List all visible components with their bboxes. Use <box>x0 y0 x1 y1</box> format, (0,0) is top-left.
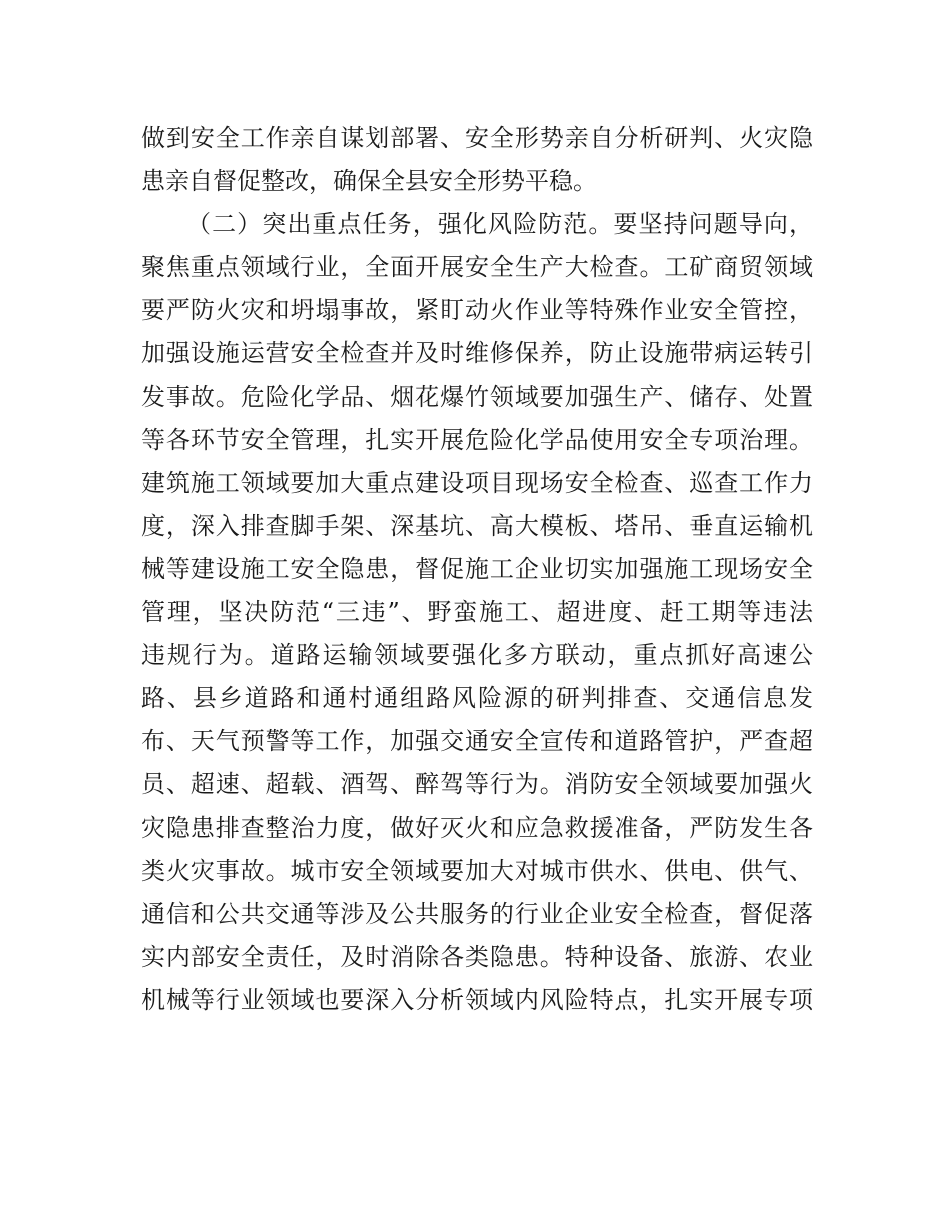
text-line: 发事故。危险化学品、烟花爆竹领域要加强生产、储存、处置 <box>141 382 813 411</box>
paragraph-2 <box>141 203 813 1065</box>
text-line: 违规行为。道路运输领域要强化多方联动，重点抓好高速公 <box>141 641 813 670</box>
text-line: 管理，坚决防范“三违”、野蛮施工、超进度、赶工期等违法 <box>141 598 813 627</box>
text-line: 患亲自督促整改，确保全县安全形势平稳。 <box>141 167 597 196</box>
text-line: 机械等行业领域也要深入分析领域内风险特点，扎实开展专项 <box>141 985 813 1014</box>
text-line: 类火灾事故。城市安全领域要加大对城市供水、供电、供气、 <box>141 856 813 885</box>
text-line: 建筑施工领域要加大重点建设项目现场安全检查、巡查工作力 <box>141 468 813 497</box>
text-line: 聚焦重点领域行业，全面开展安全生产大检查。工矿商贸领域 <box>141 253 813 282</box>
text-line: 布、天气预警等工作，加强交通安全宣传和道路管护，严查超 <box>141 727 813 756</box>
text-line: 要严防火灾和坍塌事故，紧盯动火作业等特殊作业安全管控， <box>141 296 813 325</box>
text-line: 械等建设施工安全隐患，督促施工企业切实加强施工现场安全 <box>141 554 813 583</box>
text-line: 员、超速、超载、酒驾、醉驾等行为。消防安全领域要加强火 <box>141 770 813 799</box>
text-line: 灾隐患排查整治力度，做好灭火和应急救援准备，严防发生各 <box>141 813 813 842</box>
text-line: 做到安全工作亲自谋划部署、安全形势亲自分析研判、火灾隐 <box>141 124 813 152</box>
text-line: 路、县乡道路和通村通组路风险源的研判排查、交通信息发 <box>141 684 813 713</box>
text-line <box>141 1022 813 1065</box>
document-body <box>141 117 813 1065</box>
text-line: 等各环节安全管理，扎实开展危险化学品使用安全专项治理。 <box>141 425 813 454</box>
paragraph-1 <box>141 117 813 203</box>
text-line: 实内部安全责任，及时消除各类隐患。特种设备、旅游、农业 <box>141 942 813 971</box>
text-line: 度，深入排查脚手架、深基坑、高大模板、塔吊、垂直运输机 <box>141 511 813 540</box>
text-line: （二）突出重点任务，强化风险防范。要坚持问题导向， <box>187 210 813 239</box>
text-line: 通信和公共交通等涉及公共服务的行业企业安全检查，督促落 <box>141 899 813 928</box>
text-line: 加强设施运营安全检查并及时维修保养，防止设施带病运转引 <box>141 339 813 368</box>
